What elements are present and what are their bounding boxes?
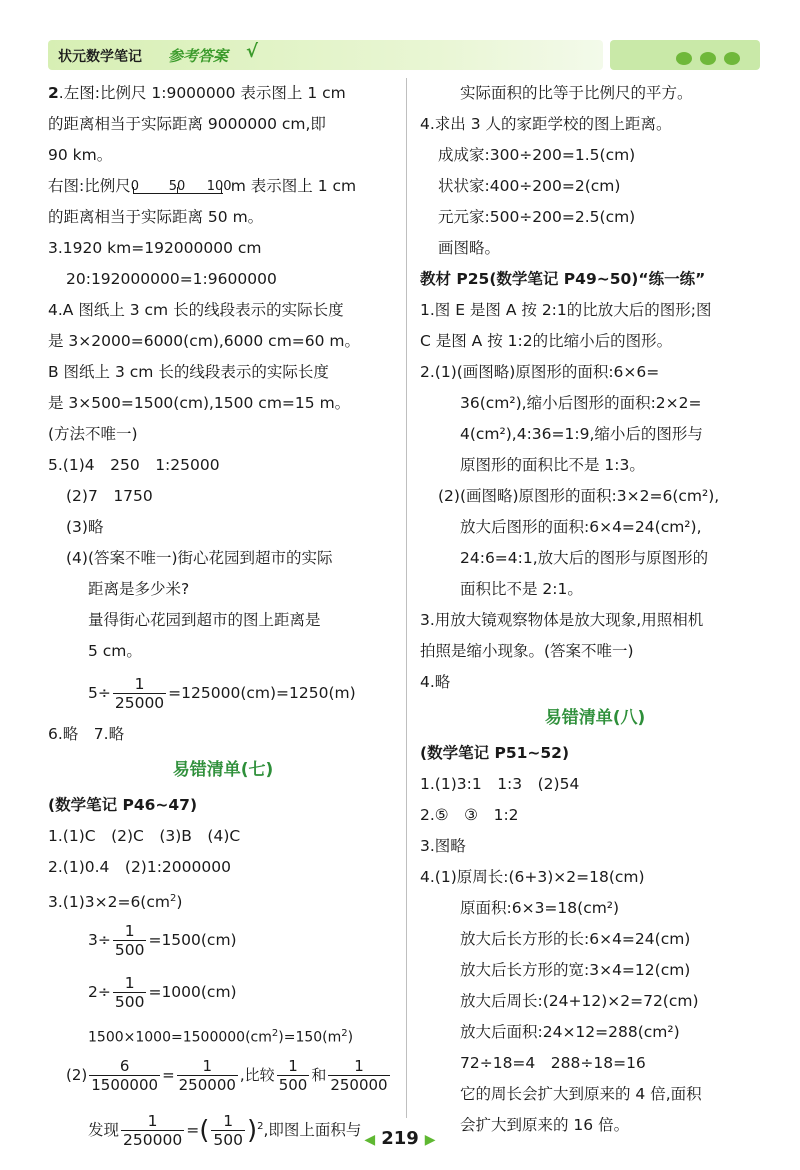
answer-line: 3.图略 [420, 837, 466, 855]
answer-line: 36(cm²),缩小后图形的面积:2×2= [460, 394, 702, 412]
answer-line [48, 171, 398, 202]
text: 3.(1)3×2=6(cm [48, 893, 170, 912]
answer-line: C 是图 A 按 1:2的比缩小后的图形。 [420, 332, 673, 350]
answer-line: (4)(答案不唯一)街心花园到超市的实际 [66, 549, 333, 567]
answer-line: 面积比不是 2:1。 [460, 580, 583, 598]
text: )=150(m [278, 1029, 342, 1046]
equation-line [48, 1049, 398, 1101]
answer-line: 量得街心花园到超市的图上距离是 [88, 611, 321, 629]
answer-line: 实际面积的比等于比例尺的平方。 [460, 84, 693, 102]
page-footer [0, 1128, 800, 1149]
fraction [328, 1057, 389, 1094]
fraction [177, 1057, 238, 1094]
scale-bar [131, 177, 231, 197]
right-arrow-icon: ▶ [424, 1132, 436, 1148]
numerator: 1 [211, 1112, 245, 1131]
dot-icon [724, 52, 740, 65]
right-column [420, 78, 770, 1141]
section-ref: (数学笔记 P51~52) [420, 744, 570, 762]
answer-line: 它的周长会扩大到原来的 4 倍,面积 [460, 1085, 702, 1103]
text: (2) [66, 1066, 88, 1084]
answer-line: 状状家:400÷200=2(cm) [438, 177, 621, 195]
answer-line [48, 883, 398, 914]
text: 5÷ [88, 684, 111, 702]
answer-line: 距离是多少米? [88, 580, 190, 598]
numerator: 1 [277, 1057, 310, 1076]
dot-icon [676, 52, 692, 65]
text: ) [347, 1029, 354, 1046]
answer-line: B 图纸上 3 cm 长的线段表示的实际长度 [48, 363, 329, 381]
answer-line: (2)7 1750 [66, 487, 153, 505]
text: ,比较 [239, 1066, 275, 1084]
equation-line [48, 667, 398, 719]
numerator: 6 [89, 1057, 160, 1076]
paren: ) [246, 1115, 258, 1146]
text: = [162, 1066, 175, 1084]
answer-line: 1.(1)3:1 1:3 (2)54 [420, 775, 580, 793]
answer-line: 4(cm²),4:36=1:9,缩小后的图形与 [460, 425, 703, 443]
scale-label-50: 50 [168, 178, 186, 194]
dot-icon [700, 52, 716, 65]
numerator: 1 [113, 675, 166, 694]
answer-line: 2.⑤ ③ 1:2 [420, 806, 519, 824]
numerator: 1 [328, 1057, 389, 1076]
column-divider [406, 78, 407, 1118]
scale-label-100: 100 [206, 178, 232, 194]
answer-line: 2.(1)0.4 (2)1:2000000 [48, 858, 231, 876]
text: =125000(cm)=1250(m) [168, 684, 356, 702]
numerator: 1 [113, 974, 147, 993]
fraction [113, 922, 147, 959]
textbook-ref: 教材 P25(数学笔记 P49~50)“练一练” [420, 270, 706, 288]
answer-line: 90 km。 [48, 146, 113, 164]
equation-line [48, 966, 398, 1018]
answer-line: 5.(1)4 250 1:25000 [48, 456, 220, 474]
answer-line: 5 cm。 [88, 642, 142, 660]
answer-line: 72÷18=4 288÷18=16 [460, 1054, 646, 1072]
denominator: 1500000 [91, 1076, 159, 1094]
answer-line: 元元家:500÷200=2.5(cm) [438, 208, 636, 226]
text: ) [176, 893, 183, 912]
answer-line: 20:192000000=1:9600000 [66, 270, 277, 288]
section-title-8: 易错清单(八) [544, 708, 646, 728]
fraction [113, 974, 147, 1011]
text: 1500×1000=1500000(cm [88, 1029, 272, 1046]
scale-label-0: 0 [130, 178, 140, 194]
answer-line: (方法不唯一) [48, 425, 138, 443]
answer-line: 放大后面积:24×12=288(cm²) [460, 1023, 680, 1041]
text: =1000(cm) [148, 983, 237, 1001]
answer-line: 是 3×500=1500(cm),1500 cm=15 m。 [48, 394, 351, 412]
denominator: 250000 [330, 1076, 388, 1094]
denominator: 250000 [123, 1131, 183, 1150]
answer-line: 成成家:300÷200=1.5(cm) [438, 146, 636, 164]
superscript: 2 [341, 1028, 348, 1039]
answer-line: 原图形的面积比不是 1:3。 [460, 456, 645, 474]
answer-line: 的距离相当于实际距离 50 m。 [48, 208, 264, 226]
answer-line: 2.左图:比例尺 1:9000000 表示图上 1 cm [48, 84, 346, 102]
answer-line: 原面积:6×3=18(cm²) [460, 899, 620, 917]
superscript: 2 [257, 1121, 264, 1132]
text: 2÷ [88, 983, 111, 1001]
fraction [113, 675, 166, 712]
answer-line: 拍照是缩小现象。(答案不唯一) [420, 642, 634, 660]
book-title: 状元数学笔记 [58, 49, 142, 65]
page-header [48, 38, 760, 72]
answer-line: 4.求出 3 人的家距学校的图上距离。 [420, 115, 672, 133]
numerator: 1 [177, 1057, 238, 1076]
answer-line: 会扩大到原来的 16 倍。 [460, 1116, 630, 1134]
answer-line: 4.A 图纸上 3 cm 长的线段表示的实际长度 [48, 301, 344, 319]
check-icon: √ [246, 41, 259, 62]
answer-line: 3.用放大镜观察物体是放大现象,用照相机 [420, 611, 704, 629]
superscript: 2 [169, 893, 177, 904]
denominator: 500 [114, 993, 145, 1011]
answer-line: 24:6=4:1,放大后的图形与原图形的 [460, 549, 709, 567]
superscript: 2 [271, 1028, 279, 1039]
numerator: 1 [113, 922, 147, 941]
text: 发现 [88, 1121, 120, 1140]
answer-line: 1.(1)C (2)C (3)B (4)C [48, 827, 241, 845]
denominator: 250000 [178, 1076, 236, 1094]
answer-line: 2.(1)(画图略)原图形的面积:6×6= [420, 363, 660, 381]
text: 和 [311, 1066, 327, 1084]
answer-line: (2)(画图略)原图形的面积:3×2=6(cm²), [438, 487, 720, 505]
text: 右图:比例尺 [48, 177, 131, 195]
section-ref: (数学笔记 P46~47) [48, 796, 198, 814]
text: ,即图上面积与 [263, 1121, 362, 1140]
text: m 表示图上 1 cm [230, 177, 357, 195]
answer-line: (3)略 [66, 518, 104, 536]
text: = [186, 1121, 200, 1140]
section-title-7: 易错清单(七) [172, 760, 274, 780]
denominator: 500 [278, 1076, 308, 1094]
answer-line: 放大后周长:(24+12)×2=72(cm) [460, 992, 699, 1010]
answer-line: 放大后长方形的长:6×4=24(cm) [460, 930, 691, 948]
numerator: 1 [121, 1112, 184, 1131]
answer-line: 的距离相当于实际距离 9000000 cm,即 [48, 115, 326, 133]
answer-line: 6.略 7.略 [48, 725, 125, 743]
text: 3÷ [88, 931, 111, 949]
denominator: 500 [114, 941, 145, 959]
answer-line: 1.图 E 是图 A 按 2:1的比放大后的图形;图 [420, 301, 712, 319]
left-column [48, 78, 398, 1153]
fraction [277, 1057, 310, 1094]
text: =1500(cm) [148, 931, 237, 949]
text: .左图:比例尺 1:9000000 表示图上 1 cm [58, 84, 346, 102]
decorative-dots [676, 50, 748, 69]
fraction [89, 1057, 160, 1094]
answer-line: 4.(1)原周长:(6+3)×2=18(cm) [420, 868, 645, 886]
answer-line: 画图略。 [438, 239, 501, 257]
answer-line: 是 3×2000=6000(cm),6000 cm=60 m。 [48, 332, 361, 350]
equation-line [48, 914, 398, 966]
left-arrow-icon: ◀ [364, 1132, 376, 1148]
answer-line: 放大后长方形的宽:3×4=12(cm) [460, 961, 691, 979]
answer-line: 3.1920 km=192000000 cm [48, 239, 262, 257]
page-number: 219 [381, 1128, 419, 1149]
denominator: 500 [213, 1131, 243, 1150]
answer-line: 4.略 [420, 673, 451, 691]
denominator: 25000 [114, 694, 165, 712]
answer-key-label: 参考答案 [168, 47, 229, 65]
paren: ( [199, 1115, 210, 1146]
answer-line: 放大后图形的面积:6×4=24(cm²), [460, 518, 702, 536]
equation-line [48, 1018, 398, 1049]
